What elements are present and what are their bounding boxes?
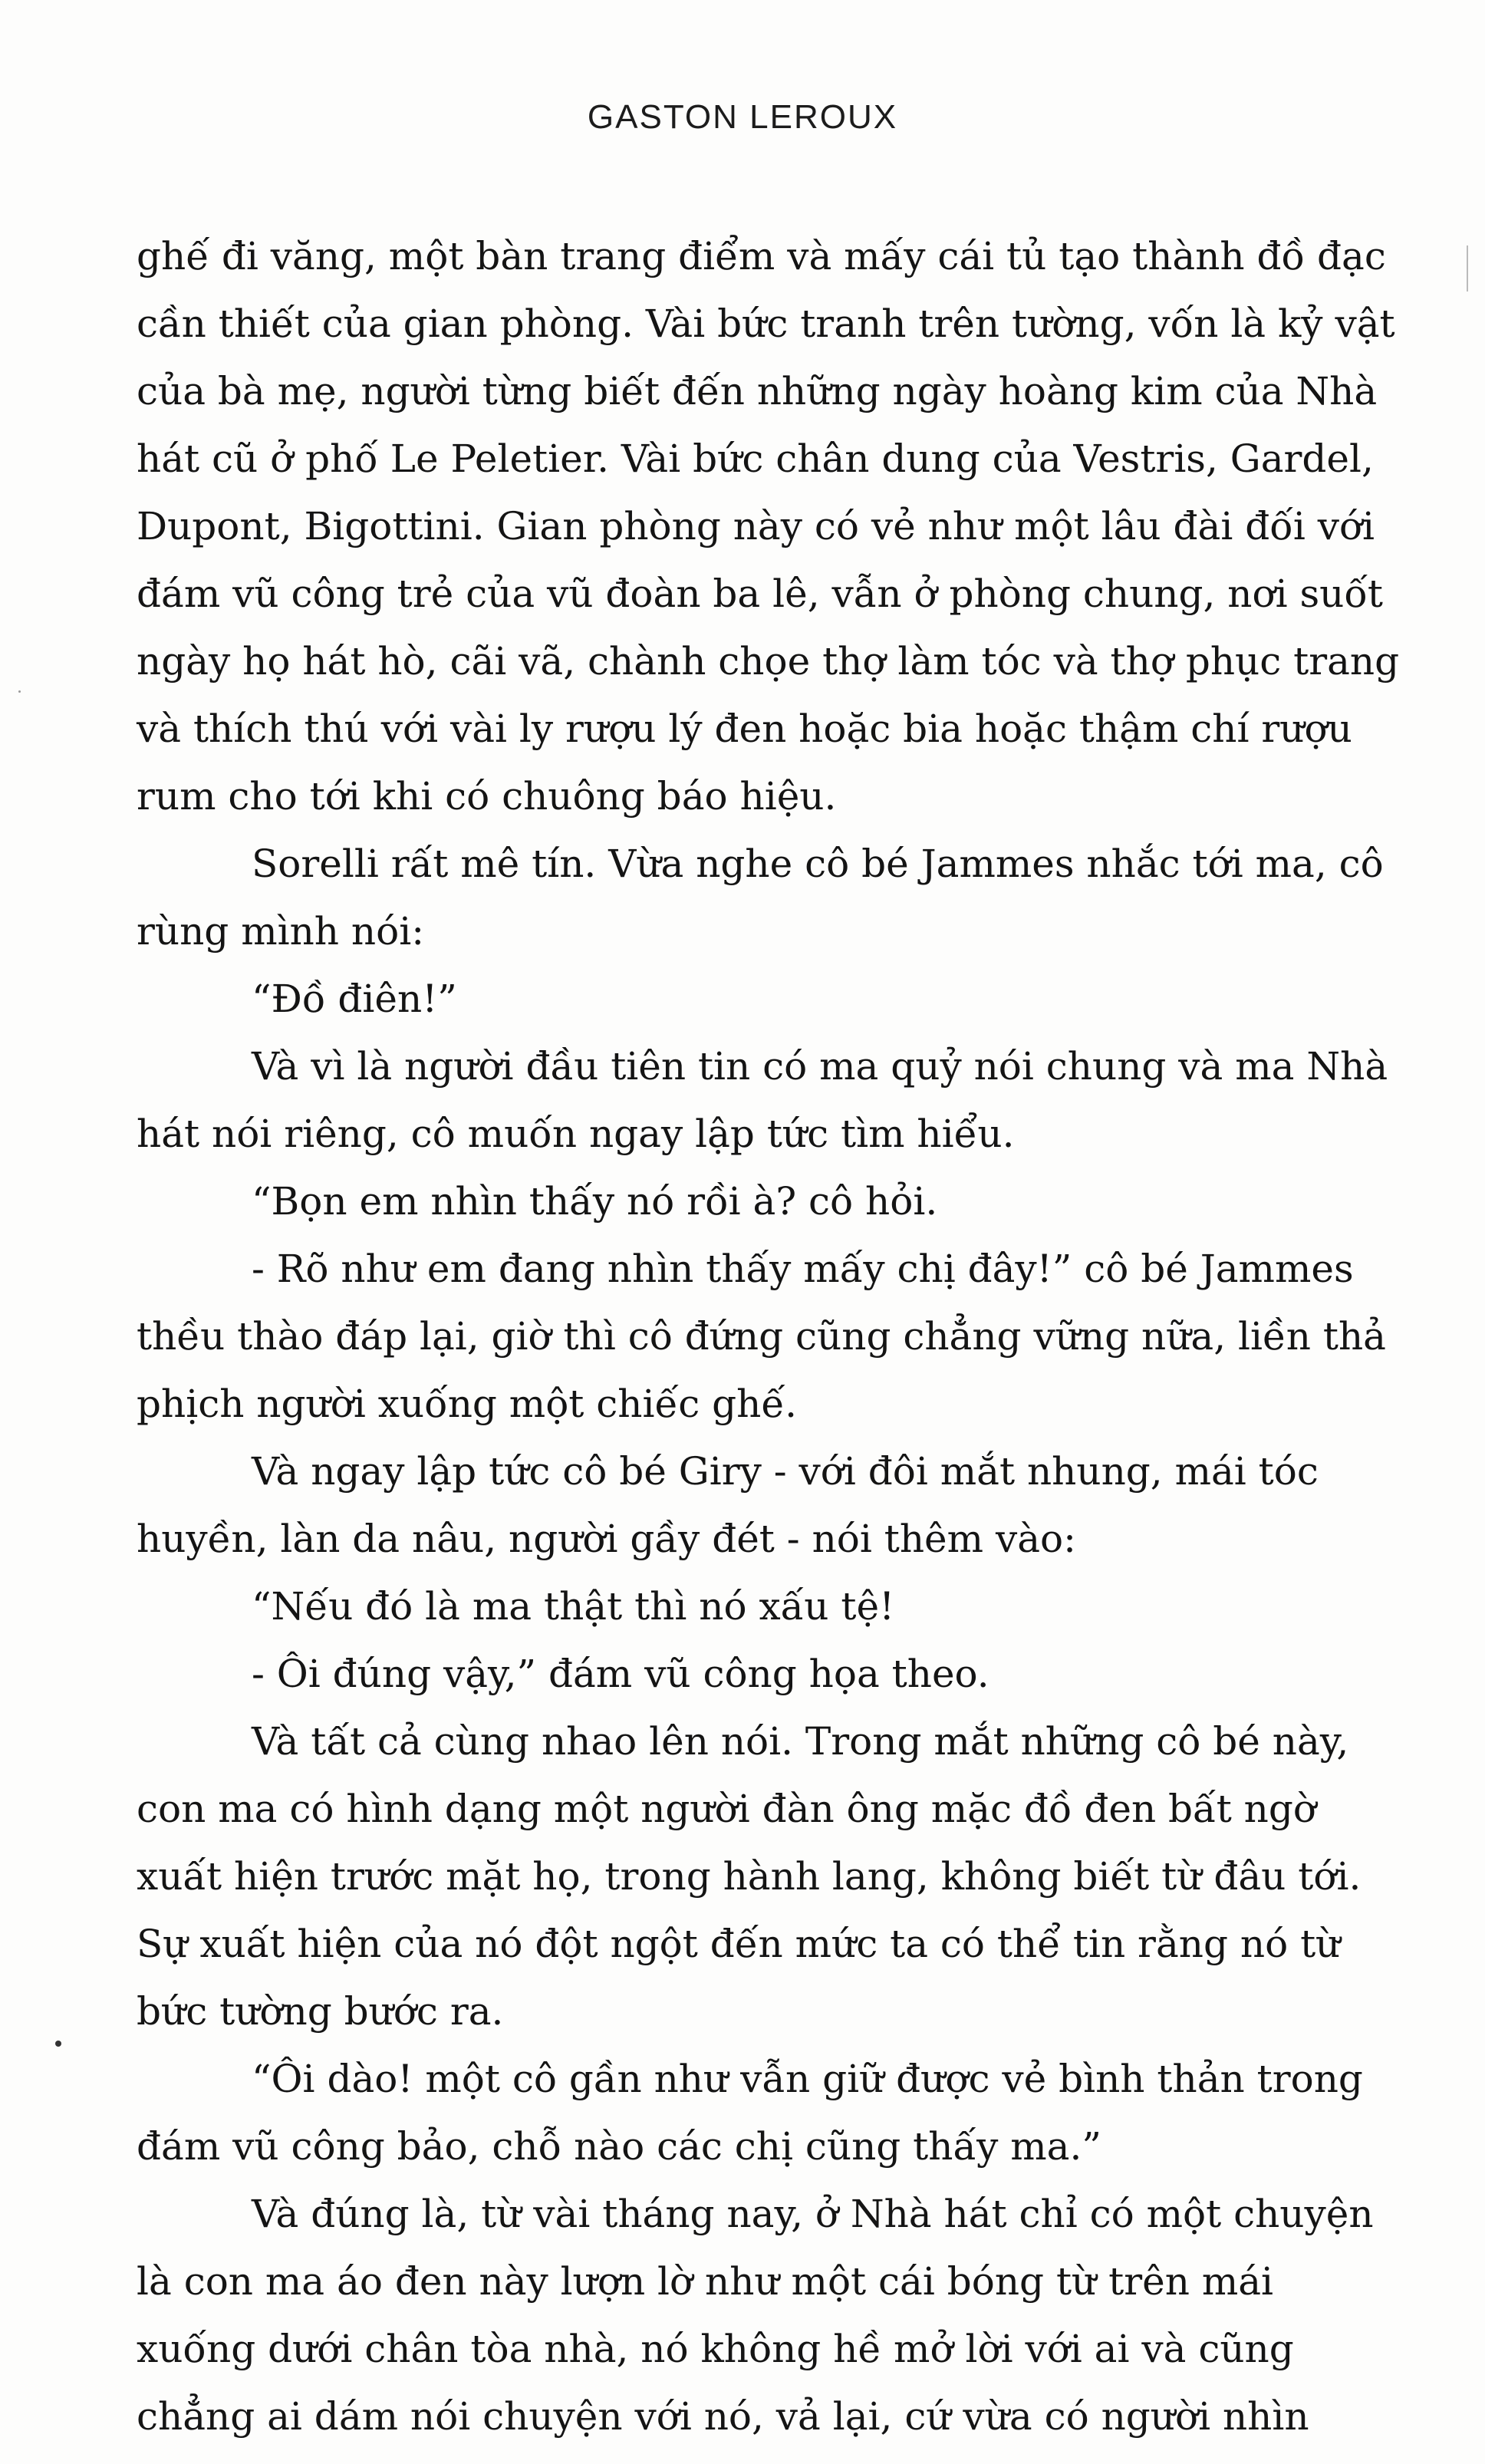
text-line: hát nói riêng, cô muốn ngay lập tức tìm hiểu. — [137, 1112, 1015, 1156]
text-line: của bà mẹ, người từng biết đến những ngày hoàng kim của Nhà — [137, 369, 1378, 413]
text-line: và thích thú với vài ly rượu lý đen hoặc bia hoặc thậm chí rượu — [137, 707, 1352, 751]
text-line: Và vì là người đầu tiên tin có ma quỷ nói chung và ma Nhà — [252, 1044, 1388, 1089]
text-line: Và tất cả cùng nhao lên nói. Trong mắt những cô bé này, — [252, 1719, 1349, 1764]
text-line: rùng mình nói: — [137, 909, 425, 954]
text-line: ngày họ hát hò, cãi vã, chành chọe thợ làm tóc và thợ phục trang — [137, 639, 1400, 684]
text-line: Và ngay lập tức cô bé Giry - với đôi mắt nhung, mái tóc — [252, 1449, 1319, 1494]
text-line: bức tường bước ra. — [137, 1989, 504, 2034]
text-line: ghế đi văng, một bàn trang điểm và mấy cái tủ tạo thành đồ đạc — [137, 234, 1386, 278]
text-line: thều thào đáp lại, giờ thì cô đứng cũng chẳng vững nữa, liền thả — [137, 1314, 1386, 1359]
text-line: Sự xuất hiện của nó đột ngột đến mức ta có thể tin rằng nó từ — [137, 1922, 1341, 1966]
text-line: chẳng ai dám nói chuyện với nó, vả lại, cứ vừa có người nhìn — [137, 2394, 1309, 2439]
text-line: huyền, làn da nâu, người gầy đét - nói thêm vào: — [137, 1517, 1076, 1561]
text-line: “Ôi dào! một cô gần như vẫn giữ được vẻ bình thản trong — [252, 2057, 1363, 2101]
text-line: Dupont, Bigottini. Gian phòng này có vẻ như một lâu đài đối với — [137, 504, 1375, 548]
text-line: Và đúng là, từ vài tháng nay, ở Nhà hát chỉ có một chuyện — [252, 2192, 1374, 2236]
text-line: đám vũ công trẻ của vũ đoàn ba lê, vẫn ở phòng chung, nơi suốt — [137, 572, 1384, 616]
text-line: Sorelli rất mê tín. Vừa nghe cô bé Jammes nhắc tới ma, cô — [252, 842, 1384, 886]
text-line: xuất hiện trước mặt họ, trong hành lang, không biết từ đâu tới. — [137, 1854, 1362, 1899]
text-line: hát cũ ở phố Le Peletier. Vài bức chân dung của Vestris, Gardel, — [137, 436, 1374, 481]
text-line: rum cho tới khi có chuông báo hiệu. — [137, 774, 837, 819]
text-line: - Rõ như em đang nhìn thấy mấy chị đây!” cô bé Jammes — [252, 1247, 1354, 1291]
text-line: “Đồ điên!” — [252, 977, 457, 1021]
text-line: phịch người xuống một chiếc ghế. — [137, 1382, 798, 1426]
text-line: “Nếu đó là ma thật thì nó xấu tệ! — [252, 1584, 895, 1629]
text-line: con ma có hình dạng một người đàn ông mặc đồ đen bất ngờ — [137, 1787, 1316, 1831]
text-line: đám vũ công bảo, chỗ nào các chị cũng thấy ma.” — [137, 2124, 1101, 2169]
text-line: - Ôi đúng vậy,” đám vũ công họa theo. — [252, 1652, 989, 1696]
page-edge-mark — [1467, 245, 1468, 292]
text-line: là con ma áo đen này lượn lờ như một cái bóng từ trên mái — [137, 2259, 1274, 2304]
margin-dot — [55, 2041, 61, 2047]
running-head: GASTON LEROUX — [587, 98, 898, 136]
text-line: cần thiết của gian phòng. Vài bức tranh trên tường, vốn là kỷ vật — [137, 301, 1395, 346]
page-speck — [18, 690, 21, 693]
text-line: “Bọn em nhìn thấy nó rồi à? cô hỏi. — [252, 1179, 938, 1224]
body-text — [137, 222, 1425, 2450]
text-line: xuống dưới chân tòa nhà, nó không hề mở lời với ai và cũng — [137, 2327, 1294, 2371]
